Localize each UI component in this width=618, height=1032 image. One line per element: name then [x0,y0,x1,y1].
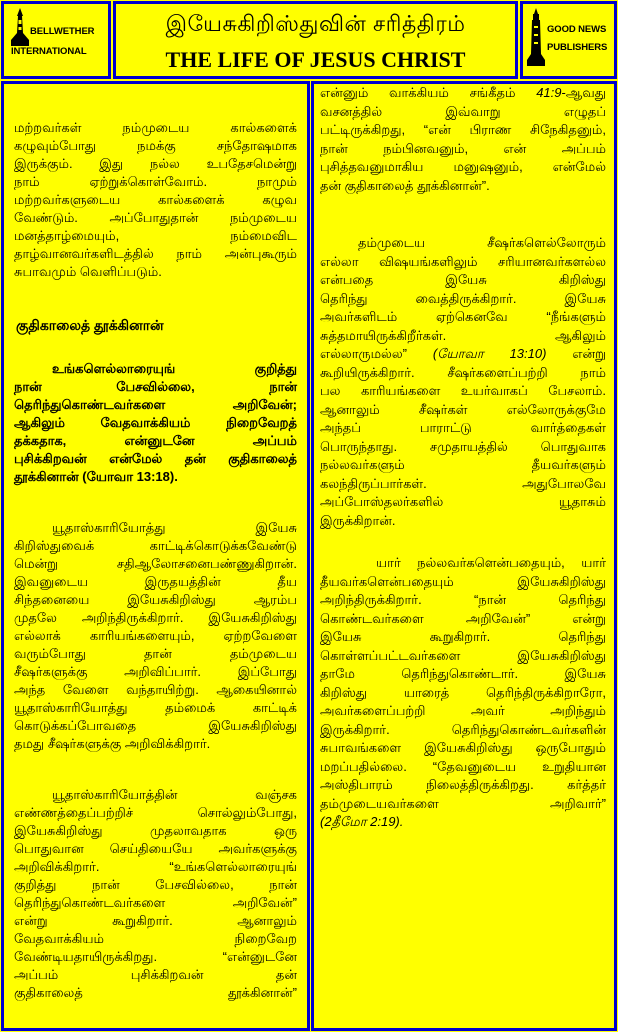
text-line: குறித்து நான் பேசவில்லை, நான் [14,877,297,892]
paragraph [320,84,606,195]
text-line: என்று கூறுகிறார். ஆனாலும் [14,913,297,928]
text-line: தெரிந்துகொண்டவர்களை அறிவேன்; [14,397,297,412]
text-line: கலந்திருப்பார்கள். அதுபோலவே [320,475,606,491]
text-line: வசனத்தில் இவ்வாறு எழுதப் [320,103,606,119]
text-line: மனத்தாழ்மையும், நம்மைவிட [14,228,297,243]
text-line: சுபாவங்களை இயேசுகிறிஸ்து ஒருபோதும் [320,740,606,755]
bellwether-tower-icon [8,8,32,46]
left-text-column [1,81,310,1031]
text-line: மறப்பதில்லை. “தேவனுடைய உறுதியான [320,758,606,774]
text-line: அவர்களிடம் ஏற்கெனவே “நீங்களும் [320,309,606,324]
text-line: தம்முடைய சீஷர்களெல்லோரும் [358,235,606,250]
text-line: தன் குதிகாலைத் தூக்கினான்”. [320,177,490,193]
text-line: ஆகிலும் வேதவாக்கியம் நிறைவேறத் [14,415,297,430]
text-line: அவர்களைப்பற்றி அவர் அறிந்தும் [320,703,606,718]
text-line: யூதாஸ்காரியோத்து இயேசு [52,520,297,535]
text-line: தெரிந்துகொண்டவர்களை அறிவேன்” [14,895,297,910]
text-segment: எல்லாருமல்ல” [320,346,433,361]
text-line: வேண்டியதாயிருக்கிறது. “என்னுடனே [14,949,297,964]
text-line: இவனுடைய இருதயத்தின் தீய [14,574,297,589]
logo-text-good-news: GOOD NEWS [547,24,607,35]
text-line: இருக்கிறான். [320,512,396,528]
text-line: தீயவர்களென்பதையும் இயேசுகிறிஸ்து [320,573,606,589]
text-line: வேண்டும். அப்போதுதான் நம்முடைய [14,210,297,225]
logo-text-bellwether: BELLWETHER [30,26,95,37]
text-line: நான் பேசவில்லை, நான் [14,379,297,394]
text-line: மென்று சதிஆலோசனைபண்ணுகிறான். [14,556,297,571]
text-line: கிறிஸ்துவைக் காட்டிக்கொடுக்கவேண்டு [14,538,297,553]
text-line: எல்லாக் காரியங்களையும், ஏற்றவேளை [14,628,297,643]
text-line: குதிகாலைத் தூக்கினான்” [14,985,297,1000]
text-line: அப்போஸ்தலர்களில் யூதாசும் [320,494,606,509]
text-line: அந்த வேளை வந்தாயிற்று. ஆகையினால் [14,682,297,697]
text-line: சுபாவமும் வெளிப்படும். [14,264,162,279]
paragraph [320,234,606,530]
text-line: தெரிந்து வைத்திருக்கிறார். இயேசு [320,290,606,306]
text-line: யார் நல்லவர்களென்பதையும், யார் [376,555,606,570]
text-line [320,345,606,364]
text-line: கொள்ளப்பட்டவர்களை இயேசுகிறிஸ்து [320,647,606,663]
text-line: என்பதை இயேசு கிறிஸ்து [320,272,606,287]
text-line [320,813,606,832]
text-line: தாழ்வானவர்களிடத்தில் நாம் அன்புகூரும் [14,246,297,261]
good-news-tower-icon [526,8,546,66]
text-line: நாம் ஏற்றுக்கொள்வோம். நாமும் [14,174,297,189]
text-line: வரும்போது தான் தம்முடைய [14,646,297,661]
paragraph [14,119,297,281]
paragraph [14,519,297,753]
text-line: எல்லா விஷயங்களிலும் சரியானவர்களல்ல [320,253,606,269]
text-segment: என்று [546,346,606,361]
text-segment: என்னும் வாக்கியம் சங்கீதம் [320,85,537,100]
text-line: இருக்கும். இது நல்ல உபதேசமென்று [14,156,297,171]
text-line: நல்லவர்களும் தீயவர்களும் [320,457,606,472]
text-line [320,84,606,103]
text-line: தம்முடையவர்களை அறிவார்” [320,795,606,811]
text-line: உங்களெல்லாரையுங் குறித்து [52,361,297,376]
citation-text: (2தீமோ 2:19). [320,814,404,829]
title-english: THE LIFE OF JESUS CHRIST [165,47,466,72]
text-line: சுத்தமாயிருக்கிறீர்கள். ஆகிலும் [320,327,606,343]
text-line: ஆனாலும் சீஷர்கள் எல்லோருக்குமே [320,401,606,417]
text-line: அஸ்திபாரம் நிலைத்திருக்கிறது. கர்த்தர் [320,777,606,792]
text-segment: -ஆவது [561,85,606,100]
good-news-publishers-logo [520,1,617,79]
citation-text: (யோவா 13:10) [432,346,547,361]
text-line: கிறிஸ்து யாரைத் தெரிந்திருக்கிறாரோ, [320,684,606,700]
logo-text-international: INTERNATIONAL [11,46,87,57]
text-line: தாமே தெரிந்துகொண்டார். இயேசு [320,666,606,681]
paragraph [320,554,606,832]
citation-text: 41:9 [536,85,562,100]
text-line: அப்பம் புசிக்கிறவன் தன் [14,967,297,982]
text-line: முதலே அறிந்திருக்கிறார். இயேசுகிறிஸ்து [14,610,297,625]
text-line: தக்கதாக, என்னுடனே அப்பம் [14,433,297,448]
text-line: பொதுவான செய்தியையே அவர்களுக்கு [14,841,297,856]
text-line: பல காரியங்களை உயர்வாகப் பேசலாம். [320,383,606,398]
text-line: பட்டிருக்கிறது, “என் பிராண சிநேகிதனும், [320,122,606,137]
text-line: புசித்தவனுமாகிய மனுஷனும், என்மேல் [320,159,606,174]
text-line: புசிக்கிறவன் என்மேல் தன் குதிகாலைத் [14,451,297,466]
text-line: தமது சீஷர்களுக்கு அறிவிக்கிறார். [14,736,211,751]
text-line: கூறியிருக்கிறார். சீஷர்களைப்பற்றி நாம் [320,364,606,380]
text-line: இயேசுகிறிஸ்து முதலாவதாக ஒரு [14,823,297,838]
text-line: பொருந்தாது. சமுதாயத்தில் பொதுவாக [320,438,606,454]
bellwether-international-logo [1,1,111,79]
text-line: கொடுக்கப்போவதை இயேசுகிறிஸ்து [14,718,297,733]
text-line: மற்றவர்களுடைய கால்களைக் கழுவ [14,192,297,207]
text-line: எண்ணத்தைப்பற்றிச் சொல்லும்போது, [14,805,297,820]
text-line: இருக்கிறார். தெரிந்துகொண்டவர்களின் [320,721,606,737]
text-line: கழுவும்போது நமக்கு சந்தோஷமாக [14,138,297,153]
title-tamil: இயேசுகிறிஸ்துவின் சரித்திரம் [165,11,466,36]
text-line: யூதாஸ்காரியோத்தின் வஞ்சக [52,787,297,802]
text-line: மற்றவர்கள் நம்முடைய கால்களைக் [14,120,297,135]
page-title-banner [113,1,518,79]
text-line: யூதாஸ்காரியோத்து தம்மைக் காட்டிக் [14,700,297,715]
text-line: அந்தப் பாராட்டு வார்த்தைகள் [320,420,606,435]
right-text-column [311,81,617,1031]
text-line: வேதவாக்கியம் நிறைவேற [14,931,297,946]
text-line: இயேசு கூறுகிறார். தெரிந்து [320,629,606,644]
text-line: கொண்டவர்களை அறிவேன்” என்று [320,610,606,626]
text-line: சீஷர்களுக்கு அறிவிப்பார். இப்போது [14,664,297,679]
text-line: அறிவிக்கிறார். “உங்களெல்லாரையுங் [14,859,297,874]
section-heading: குதிகாலைத் தூக்கினான் [16,317,164,333]
scripture-quote [14,360,297,486]
logo-text-publishers: PUBLISHERS [547,42,608,53]
text-line: தூக்கினான் (யோவா 13:18). [14,469,178,484]
text-line: நான் நம்பினவனும், என் அப்பம் [320,140,606,156]
paragraph [14,786,297,1002]
text-line: சிந்தனையை இயேசுகிறிஸ்து ஆரம்ப [14,592,297,607]
text-line: அறிந்திருக்கிறார். “நான் தெரிந்து [320,592,606,607]
